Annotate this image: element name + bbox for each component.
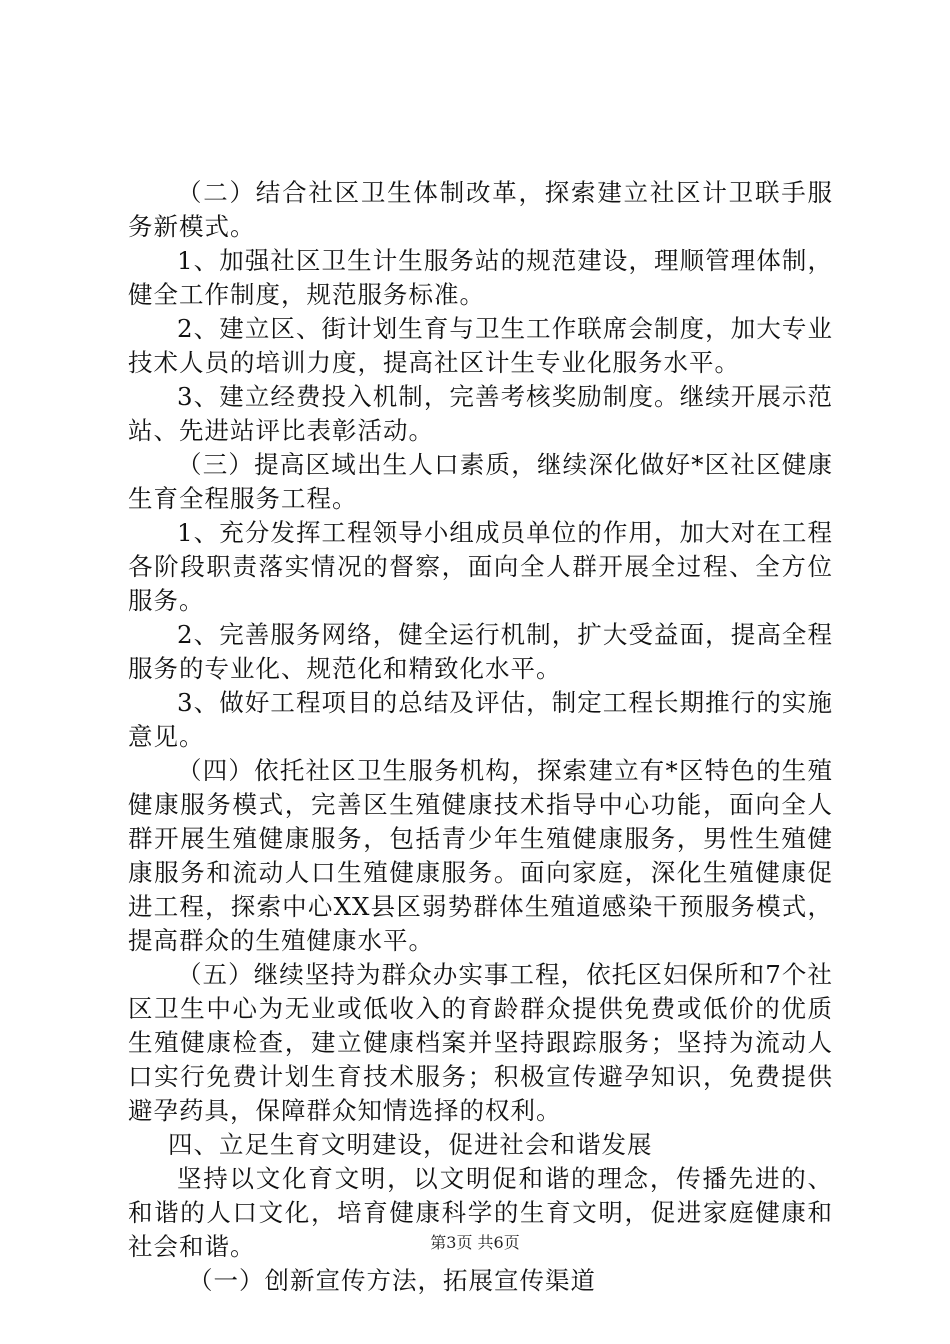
chapter-heading: 四、立足生育文明建设，促进社会和谐发展 [168, 1130, 653, 1159]
body-paragraph: 坚持以文化育文明，以文明促和谐的理念，传播先进的、和谐的人口文化，培育健康科学的生育文明，促进家庭健康和社会和谐。 [128, 1164, 833, 1261]
section-heading-two: （二）结合社区卫生体制改革，探索建立社区计卫联手服务新模式。 [128, 178, 833, 241]
list-item: 2、建立区、街计划生育与卫生工作联席会制度，加大专业技术人员的培训力度，提高社区计生专业化服务水平。 [128, 314, 833, 377]
page-footer: 第3页 共6页 [430, 1233, 520, 1252]
list-item: 2、完善服务网络，健全运行机制，扩大受益面，提高全程服务的专业化、规范化和精致化水平。 [128, 620, 833, 683]
list-item: 1、加强社区卫生计生服务站的规范建设，理顺管理体制，健全工作制度，规范服务标准。 [128, 246, 833, 309]
section-heading-five: （五）继续坚持为群众办实事工程，依托区妇保所和7个社区卫生中心为无业或低收入的育龄群众提供免费或低价的优质生殖健康检查，建立健康档案并坚持跟踪服务；坚持为流动人口实行免费计划生育技术服务；积极宣传避孕知识，免费提供避孕药具，保障群众知情选择的权利。 [128, 960, 833, 1125]
list-item: 1、充分发挥工程领导小组成员单位的作用，加大对在工程各阶段职责落实情况的督察，面向全人群开展全过程、全方位服务。 [128, 518, 833, 615]
list-item: 3、做好工程项目的总结及评估，制定工程长期推行的实施意见。 [128, 688, 833, 751]
section-heading-four: （四）依托社区卫生服务机构，探索建立有*区特色的生殖健康服务模式，完善区生殖健康技术指导中心功能，面向全人群开展生殖健康服务，包括青少年生殖健康服务，男性生殖健康服务和流动人口生殖健康服务。面向家庭，深化生殖健康促进工程，探索中心XX县区弱势群体生殖道感染干预服务模式，提高群众的生殖健康水平。 [128, 756, 833, 955]
section-heading-three: （三）提高区域出生人口素质，继续深化做好*区社区健康生育全程服务工程。 [128, 450, 833, 513]
list-item: 3、建立经费投入机制，完善考核奖励制度。继续开展示范站、先进站评比表彰活动。 [128, 382, 833, 445]
section-heading-one: （一）创新宣传方法，拓展宣传渠道 [188, 1266, 596, 1295]
document-body [128, 176, 833, 1298]
